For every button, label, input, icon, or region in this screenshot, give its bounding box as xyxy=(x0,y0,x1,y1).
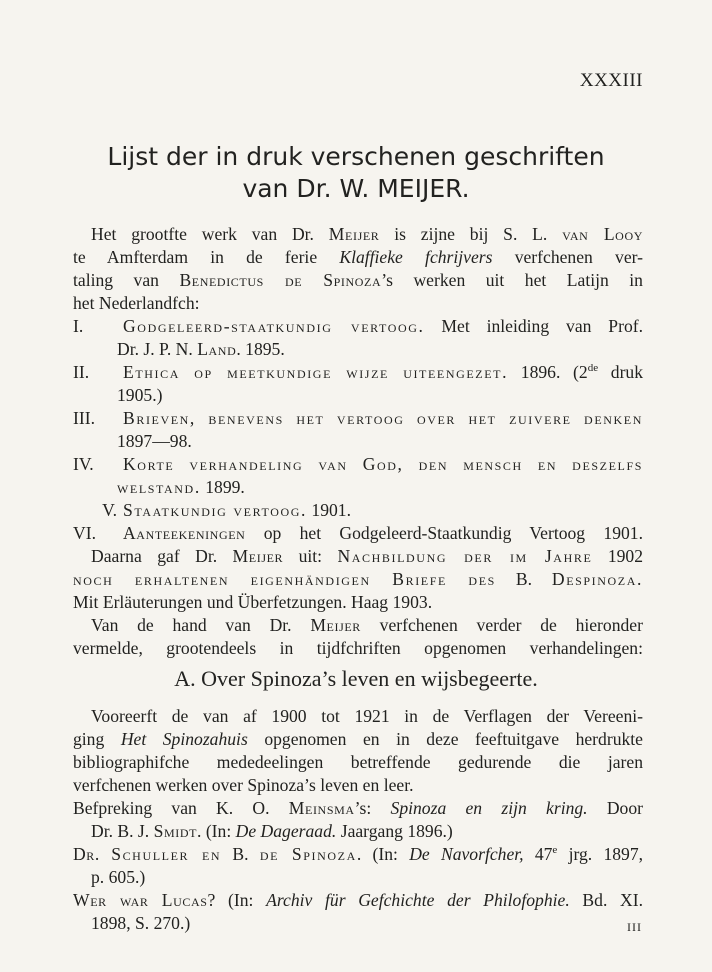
paragraph-4-line-3: bibliographifche mededeelingen betreffende gedurende die jaren xyxy=(73,752,643,772)
reference-1 xyxy=(73,796,643,820)
text: ’s werken uit het Latijn in xyxy=(381,270,643,290)
person-name: Land xyxy=(197,339,237,359)
list-number: V. xyxy=(102,500,117,520)
paragraph-1-line-2 xyxy=(73,245,643,269)
text: Door xyxy=(606,798,644,818)
author-name: Meijer xyxy=(310,615,361,635)
series-title: Klaffieke fchrijvers xyxy=(339,247,493,267)
text: druk xyxy=(610,362,644,382)
text: op het Godgeleerd-Staatkundig Vertoog 1901. xyxy=(263,523,643,543)
paragraph-2-line-3: Mit Erläuterungen und Überfetzungen. Haag 1903. xyxy=(73,592,433,612)
list-item-6 xyxy=(73,521,643,545)
superscript: de xyxy=(587,362,599,375)
paragraph-4-line-2 xyxy=(73,727,643,751)
text: B. xyxy=(232,844,249,864)
list-item-3 xyxy=(73,406,643,430)
text: opgenomen en in deze feeftuitgave herdrukte xyxy=(264,729,643,749)
text: Dr. J. P. N. xyxy=(117,339,193,359)
text: Met inleiding van Prof. xyxy=(441,316,643,336)
text: Daarna gaf Dr. xyxy=(91,546,218,566)
list-item-4 xyxy=(73,452,643,476)
paragraph-2-line-1 xyxy=(91,544,643,568)
list-item-5 xyxy=(73,498,643,522)
work-title: noch erhaltenen eigenhändigen Briefe des xyxy=(73,569,496,589)
page-number: XXXIII xyxy=(579,70,643,91)
text: 1901. xyxy=(311,500,351,520)
publication-title: De Navorfcher, xyxy=(409,844,524,864)
work-title: Godgeleerd-staatkundig vertoog. xyxy=(123,316,425,336)
author-name: Meijer xyxy=(232,546,284,566)
list-item-4-cont xyxy=(117,475,643,499)
text: . (In: xyxy=(197,821,232,841)
text: Bd. XI. xyxy=(582,890,643,910)
list-number: I. xyxy=(73,316,84,336)
text: jrg. 1897, xyxy=(568,844,644,864)
paragraph-1-line-4: het Nederlandfch: xyxy=(73,293,200,313)
reference-2 xyxy=(73,842,643,866)
reference-2-cont: p. 605.) xyxy=(91,867,146,887)
text: verfchenen verder de hieronder xyxy=(379,615,643,635)
work-title: Wer war Lucas xyxy=(73,890,208,910)
work-title: Staatkundig vertoog. xyxy=(123,500,307,520)
text: 47 xyxy=(534,844,553,864)
list-item-3-cont: 1897—98. xyxy=(117,431,192,451)
text: 1902 xyxy=(607,546,643,566)
spinoza-name: Despinoza. xyxy=(551,569,643,589)
page-title-line-1: Lijst der in druk verschenen geschriften xyxy=(107,142,605,171)
text: ging xyxy=(73,729,105,749)
list-item-2-cont: 1905.) xyxy=(117,385,163,405)
publication-title: Archiv für Gefchichte der Philofophie. xyxy=(266,890,570,910)
work-title: Brieven, benevens het vertoog over het zuivere denken xyxy=(123,408,643,428)
text: Het grootfte werk van Dr. xyxy=(91,224,314,244)
text: Befpreking van K. O. xyxy=(73,798,270,818)
publication-title: Het Spinozahuis xyxy=(120,729,248,749)
publisher-name: van Looy xyxy=(562,224,643,244)
list-number: IV. xyxy=(73,454,94,474)
text: 1899. xyxy=(205,477,245,497)
work-title: welstand. xyxy=(117,477,201,497)
person-name: Meinsma xyxy=(288,798,355,818)
paragraph-4-line-4: verfchenen werken over Spinoza’s leven en leer. xyxy=(73,775,414,795)
signature-mark: III xyxy=(627,920,642,934)
paragraph-3-line-2: vermelde, grootendeels in tijdfchriften opgenomen verhandelingen: xyxy=(73,638,643,658)
list-number: III. xyxy=(73,408,95,428)
text: uit: xyxy=(298,546,323,566)
reference-1-cont xyxy=(91,819,643,843)
paragraph-3-line-1 xyxy=(91,613,643,637)
reference-3-cont: 1898, S. 270.) xyxy=(91,913,191,933)
paragraph-4-line-1: Vooreerft de van af 1900 tot 1921 in de Verflagen der Vereeni- xyxy=(91,706,643,726)
list-item-2 xyxy=(73,360,643,384)
text: Dr. B. J. xyxy=(91,821,150,841)
text: ’s: xyxy=(354,798,372,818)
text: 1896. (2 xyxy=(520,362,588,382)
list-number: VI. xyxy=(73,523,96,543)
author-name: Meijer xyxy=(328,224,380,244)
text: Jaargang 1896.) xyxy=(340,821,453,841)
text: is zijne bij S. L. xyxy=(394,224,548,244)
spinoza-name: Benedictus de Spinoza xyxy=(179,270,382,290)
text: . (In: xyxy=(356,844,398,864)
text: B. xyxy=(515,569,532,589)
work-title: Aanteekeningen xyxy=(123,523,246,543)
text: Dr. xyxy=(73,844,100,864)
text: taling van xyxy=(73,270,159,290)
text: verfchenen ver- xyxy=(514,247,643,267)
work-title: Korte verhandeling van God, den mensch en deszelfs xyxy=(123,454,643,474)
text: . 1895. xyxy=(236,339,285,359)
page-title-line-2: van Dr. W. MEIJER. xyxy=(242,174,470,203)
paragraph-1-line-3 xyxy=(73,268,643,292)
superscript: e xyxy=(552,844,558,857)
section-heading-a: A. Over Spinoza’s leven en wijsbegeerte. xyxy=(174,666,538,691)
text: ? (In: xyxy=(207,890,254,910)
person-name: Smidt xyxy=(153,821,198,841)
text: te Amfterdam in de ferie xyxy=(73,247,318,267)
text: Van de hand van Dr. xyxy=(91,615,292,635)
spinoza-name: de Spinoza xyxy=(259,844,357,864)
paragraph-2-line-2 xyxy=(73,567,643,591)
list-item-1-cont xyxy=(117,337,643,361)
publication-title: Spinoza en zijn kring. xyxy=(390,798,588,818)
person-name: Schuller en xyxy=(111,844,222,864)
work-title: Ethica op meetkundige wijze uiteengezet. xyxy=(123,362,509,382)
list-number: II. xyxy=(73,362,90,382)
publication-title: De Dageraad. xyxy=(235,821,337,841)
reference-3 xyxy=(73,888,643,912)
work-title: Nachbildung der im Jahre xyxy=(337,546,593,566)
paragraph-1-line-1 xyxy=(91,222,643,246)
list-item-1 xyxy=(73,314,643,338)
